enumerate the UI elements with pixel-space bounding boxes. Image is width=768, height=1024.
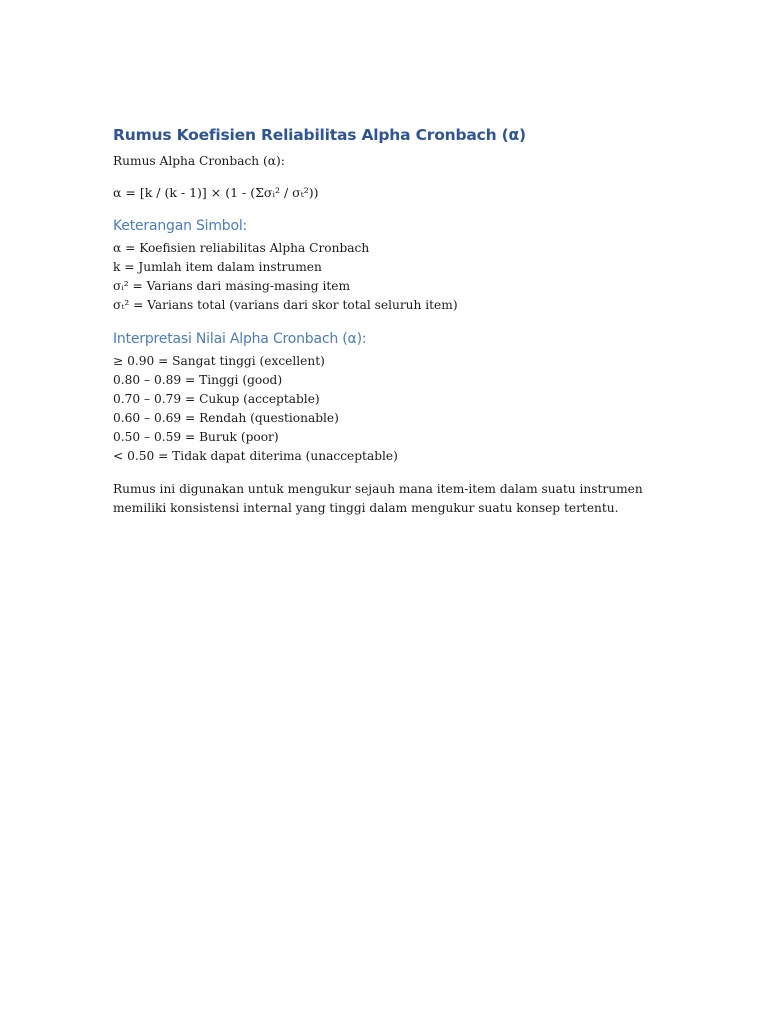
symbols-heading: Keterangan Simbol: [113, 218, 248, 234]
interpretation-item: 0.50 – 0.59 = Buruk (poor) [113, 430, 279, 444]
closing-paragraph: Rumus ini digunakan untuk mengukur sejauh mana item-item dalam suatu instrumen memiliki konsistensi internal yang tinggi dalam mengukur suatu konsep tertentu. [113, 482, 643, 515]
symbol-item: α = Koefisien reliabilitas Alpha Cronbach [113, 241, 370, 255]
document-page [113, 124, 673, 530]
symbol-item: k = Jumlah item dalam instrumen [113, 260, 322, 274]
interpretation-section [113, 329, 673, 466]
symbols-section [113, 216, 673, 315]
interpretation-item: 0.60 – 0.69 = Rendah (questionable) [113, 411, 339, 425]
formula: α = [k / (k - 1)] × (1 - (Σσᵢ² / σₜ²)) [113, 185, 319, 200]
interpretation-item: 0.70 – 0.79 = Cukup (acceptable) [113, 392, 320, 406]
interpretation-item: ≥ 0.90 = Sangat tinggi (excellent) [113, 354, 325, 368]
document-title: Rumus Koefisien Reliabilitas Alpha Cronbach (α) [113, 126, 526, 144]
interpretation-item: 0.80 – 0.89 = Tinggi (good) [113, 373, 283, 387]
symbol-item: σₜ² = Varians total (varians dari skor total seluruh item) [113, 298, 458, 312]
intro-text: Rumus Alpha Cronbach (α): [113, 154, 285, 168]
interpretation-item: < 0.50 = Tidak dapat diterima (unacceptable) [113, 449, 398, 463]
symbol-item: σᵢ² = Varians dari masing-masing item [113, 279, 351, 293]
interpretation-heading: Interpretasi Nilai Alpha Cronbach (α): [113, 331, 367, 347]
